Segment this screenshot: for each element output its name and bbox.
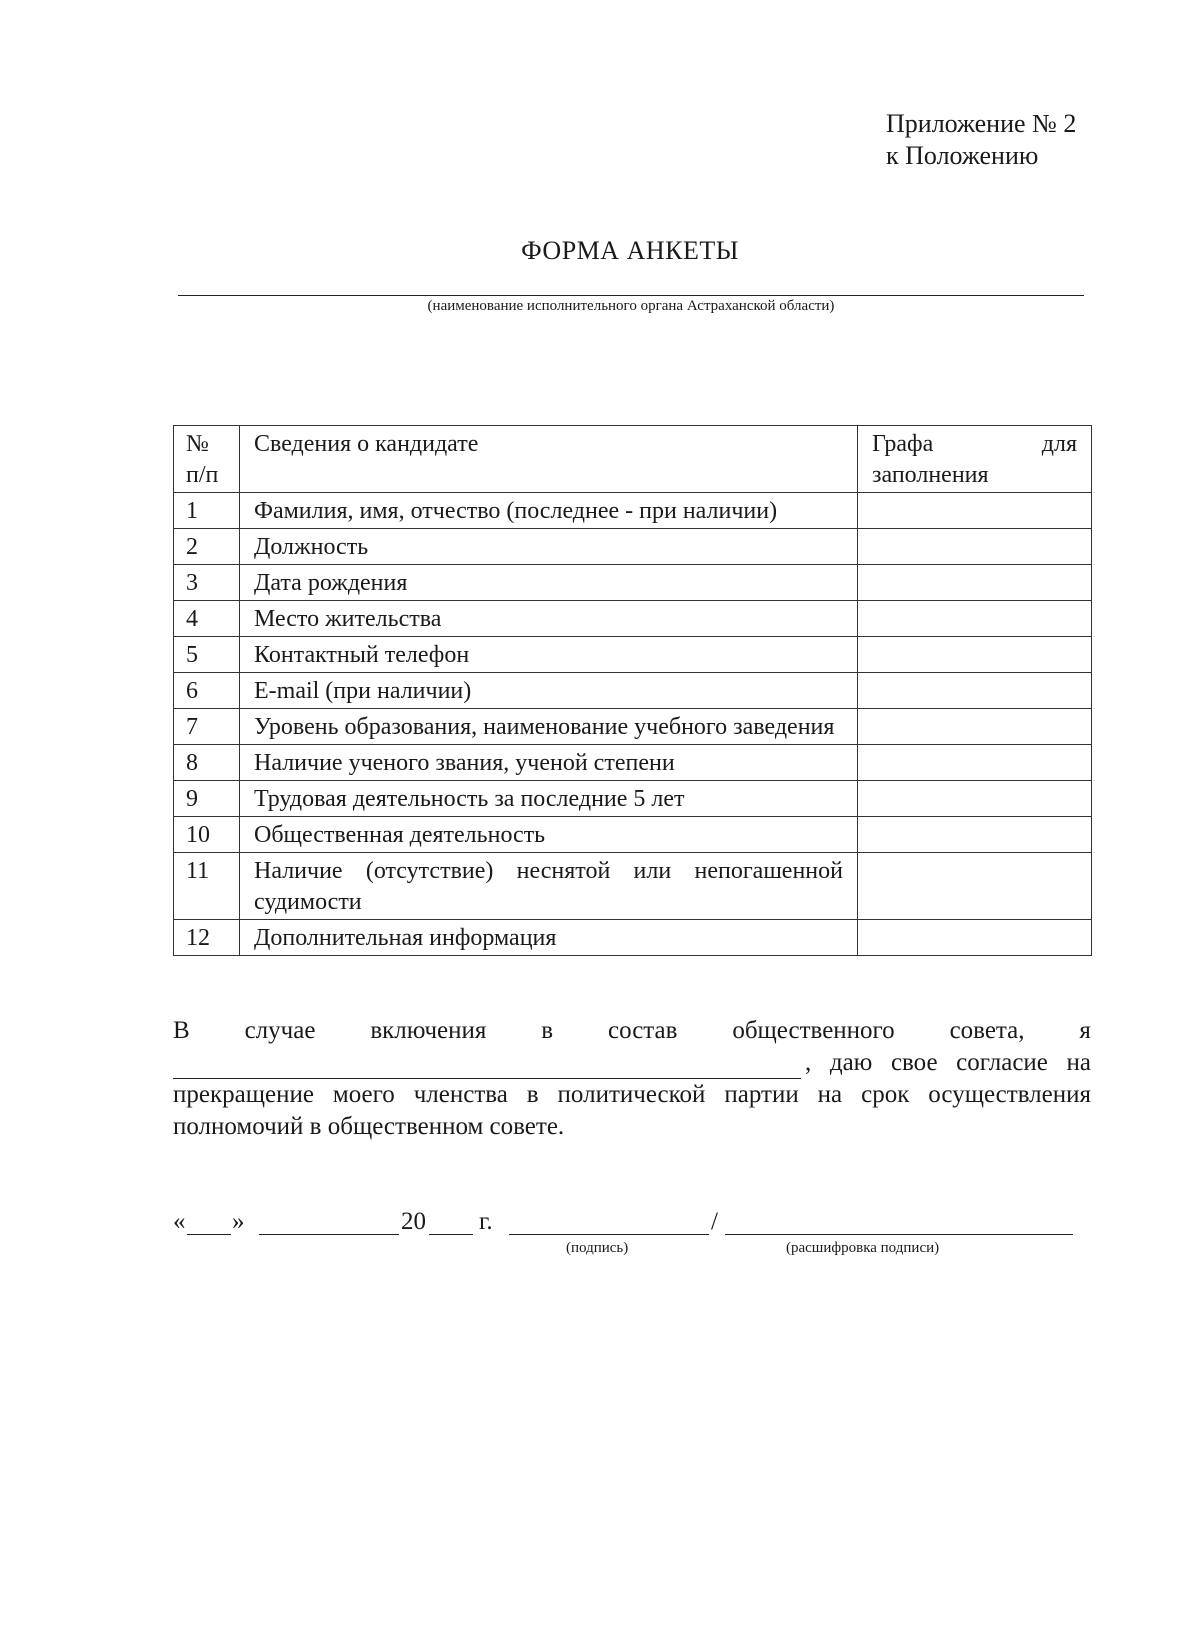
appendix-reference: [886, 108, 1076, 172]
year-blank[interactable]: [429, 1234, 473, 1235]
header-number: № п/п: [174, 426, 240, 493]
table-row: [174, 920, 1092, 956]
table-row: [174, 673, 1092, 709]
row-number: 9: [174, 781, 240, 817]
row-info: Должность: [240, 529, 858, 565]
table-row: [174, 745, 1092, 781]
row-info: Место жительства: [240, 601, 858, 637]
row-fill-cell[interactable]: [858, 637, 1092, 673]
row-number: 3: [174, 565, 240, 601]
row-info: Трудовая деятельность за последние 5 лет: [240, 781, 858, 817]
row-info: Наличие ученого звания, ученой степени: [240, 745, 858, 781]
org-name-field-line: [178, 295, 1084, 296]
row-fill-cell[interactable]: [858, 709, 1092, 745]
signature-decoding-blank[interactable]: [725, 1234, 1073, 1235]
row-number: 7: [174, 709, 240, 745]
row-number: 6: [174, 673, 240, 709]
appendix-number: Приложение № 2: [886, 109, 1077, 138]
candidate-info-table: [173, 425, 1092, 956]
decoding-caption: (расшифровка подписи): [786, 1240, 940, 1256]
signature-caption: (подпись): [566, 1240, 629, 1256]
consent-line-4: полномочий в общественном совете.: [173, 1113, 565, 1140]
table-row: [174, 817, 1092, 853]
header-fill-column: Графа для заполнения: [858, 426, 1092, 493]
row-fill-cell[interactable]: [858, 920, 1092, 956]
row-info: Наличие (отсутствие) неснятой или непогашенной судимости: [240, 853, 858, 920]
row-fill-cell[interactable]: [858, 817, 1092, 853]
row-number: 8: [174, 745, 240, 781]
row-fill-cell[interactable]: [858, 493, 1092, 529]
table-row: [174, 709, 1092, 745]
row-number: 1: [174, 493, 240, 529]
table-row: [174, 637, 1092, 673]
row-fill-cell[interactable]: [858, 781, 1092, 817]
appendix-regulation: к Положению: [886, 141, 1039, 170]
row-fill-cell[interactable]: [858, 529, 1092, 565]
header-candidate-info: Сведения о кандидате: [240, 426, 858, 493]
consent-line-3: прекращение моего членства в политической партии на срок осуществления: [173, 1081, 1091, 1108]
org-name-caption: (наименование исполнительного органа Астраханской области): [427, 298, 835, 314]
row-number: 5: [174, 637, 240, 673]
row-fill-cell[interactable]: [858, 853, 1092, 920]
council-name-blank[interactable]: [173, 1052, 801, 1079]
day-blank[interactable]: [187, 1234, 231, 1235]
row-info: E-mail (при наличии): [240, 673, 858, 709]
row-number: 12: [174, 920, 240, 956]
table-row: [174, 565, 1092, 601]
consent-line-1: В случае включения в состав общественного совета, я: [173, 1017, 1091, 1044]
row-info: Общественная деятельность: [240, 817, 858, 853]
row-number: 2: [174, 529, 240, 565]
table-row: [174, 853, 1092, 920]
month-blank[interactable]: [259, 1234, 399, 1235]
row-fill-cell[interactable]: [858, 565, 1092, 601]
table-row: [174, 601, 1092, 637]
row-fill-cell[interactable]: [858, 673, 1092, 709]
year-prefix: 20: [401, 1208, 426, 1235]
year-suffix: г.: [479, 1208, 493, 1235]
row-number: 11: [174, 853, 240, 920]
close-quote: »: [232, 1208, 245, 1235]
row-info: Фамилия, имя, отчество (последнее - при наличии): [240, 493, 858, 529]
consent-line-2: , даю свое согласие на: [173, 1047, 1091, 1079]
table-row: [174, 529, 1092, 565]
table-header-row: [174, 426, 1092, 493]
form-title: ФОРМА АНКЕТЫ: [521, 236, 739, 265]
row-fill-cell[interactable]: [858, 745, 1092, 781]
open-quote: «: [173, 1208, 186, 1235]
row-info: Уровень образования, наименование учебного заведения: [240, 709, 858, 745]
signature-blank[interactable]: [509, 1234, 709, 1235]
slash-separator: /: [711, 1208, 718, 1235]
table-row: [174, 781, 1092, 817]
row-info: Дополнительная информация: [240, 920, 858, 956]
consent-paragraph: [173, 1015, 1091, 1143]
row-info: Контактный телефон: [240, 637, 858, 673]
table-row: [174, 493, 1092, 529]
row-fill-cell[interactable]: [858, 601, 1092, 637]
row-info: Дата рождения: [240, 565, 858, 601]
row-number: 4: [174, 601, 240, 637]
row-number: 10: [174, 817, 240, 853]
